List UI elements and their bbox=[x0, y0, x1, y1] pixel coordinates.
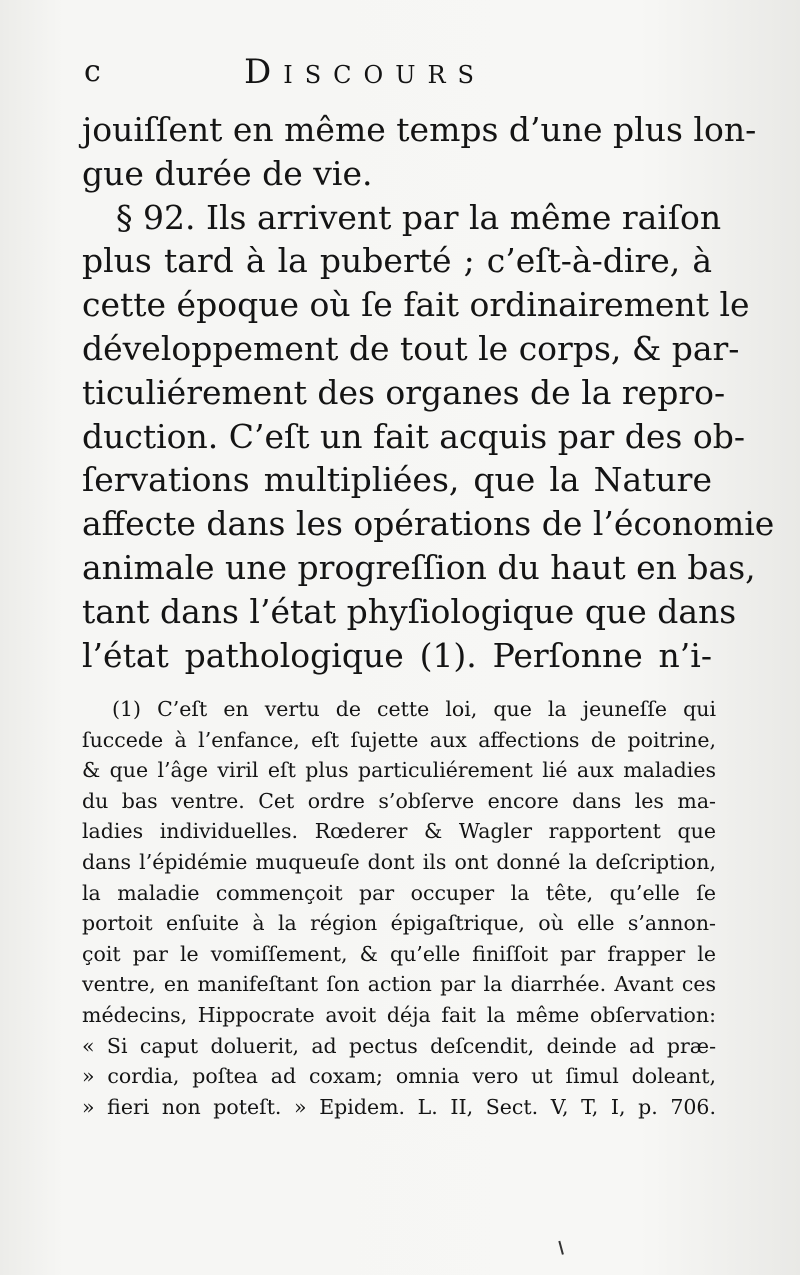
ink-mark bbox=[558, 1239, 569, 1255]
text-line: gue durée de vie. bbox=[82, 153, 373, 193]
footnote bbox=[82, 694, 716, 1122]
footnote-line: & que l’âge viril eſt plus particuliérement lié aux maladies bbox=[82, 758, 716, 783]
page-header bbox=[84, 52, 714, 96]
footnote-line: (1) C’eſt en vertu de cette loi, que la jeuneſſe qui bbox=[112, 697, 716, 721]
text-line: l’état pathologique (1). Perſonne n’i- bbox=[82, 635, 712, 675]
footnote-line: » fieri non poteſt. » Epidem. L. II, Sect. V, T, I, p. 706. bbox=[82, 1094, 716, 1119]
text-line: duction. C’eſt un fait acquis par des ob- bbox=[82, 416, 745, 456]
footnote-line: portoit enſuite à la région épigaſtrique, où elle s’annon- bbox=[82, 911, 716, 936]
text-line: ſervations multipliées, que la Nature bbox=[82, 460, 712, 500]
footnote-line: médecins, Hippocrate avoit déja fait la même obſervation: bbox=[82, 1002, 716, 1027]
footnote-line: ventre, en manifeſtant ſon action par la diarrhée. Avant ces bbox=[82, 972, 716, 997]
text-line: tant dans l’état phyſiologique que dans bbox=[82, 591, 737, 631]
footnote-line: ladies individuelles. Rœderer & Wagler rapportent que bbox=[82, 819, 716, 844]
footnote-line: ſuccede à l’enfance, eſt ſujette aux affections de poitrine, bbox=[82, 727, 716, 752]
footnote-line: dans l’épidémie muqueuſe dont ils ont donné la deſcription, bbox=[82, 849, 716, 874]
text-line: plus tard à la puberté ; c’eſt-à-dire, à bbox=[82, 241, 712, 281]
footnote-line: » cordia, poſtea ad coxam; omnia vero ut ſimul doleant, bbox=[82, 1064, 716, 1089]
running-title: Discours bbox=[244, 52, 486, 92]
text-line: animale une progreſſion du haut en bas, bbox=[82, 547, 756, 587]
main-text bbox=[82, 108, 775, 677]
signature-mark: c bbox=[84, 54, 102, 89]
text-line: affecte dans les opérations de l’économie bbox=[82, 504, 775, 544]
footnote-line: çoit par le vomiſſement, & qu’elle finiſſoit par frapper le bbox=[82, 941, 716, 966]
text-line: cette époque où ſe fait ordinairement le bbox=[82, 285, 750, 325]
text-line: jouiſſent en même temps d’une plus lon- bbox=[82, 110, 757, 149]
text-line: ticuliérement des organes de la repro- bbox=[82, 372, 726, 412]
footnote-line: la maladie commençoit par occuper la tête, qu’elle ſe bbox=[82, 880, 716, 905]
text-line: § 92. Ils arrivent par la même raiſon bbox=[116, 197, 722, 237]
text-line: développement de tout le corps, & par- bbox=[82, 328, 740, 368]
footnote-line: « Si caput doluerit, ad pectus deſcendit, deinde ad præ- bbox=[82, 1033, 716, 1058]
footnote-line: du bas ventre. Cet ordre s’obſerve encore dans les ma- bbox=[82, 788, 716, 813]
